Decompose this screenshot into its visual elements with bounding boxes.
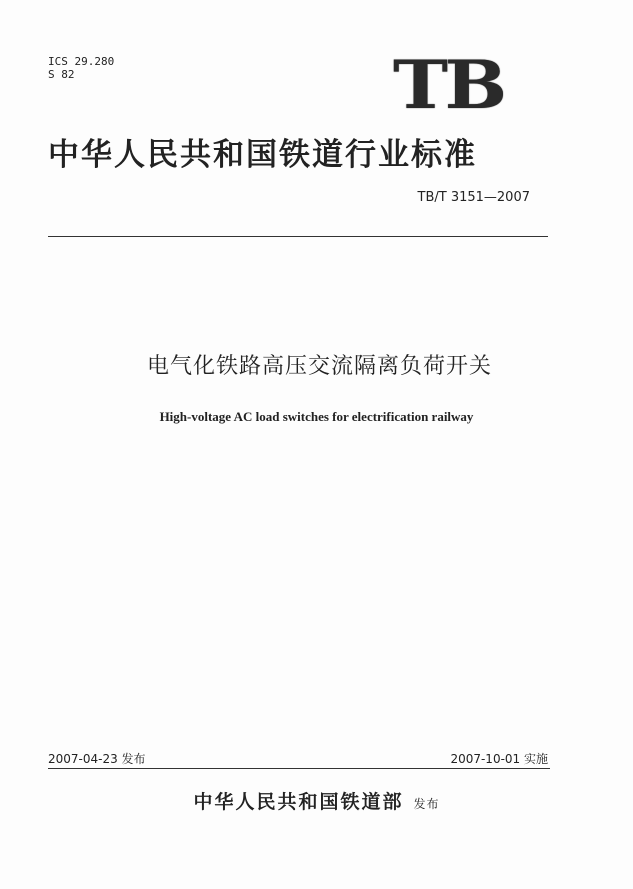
header-divider — [48, 236, 548, 237]
classification-code: S 82 — [48, 68, 75, 81]
issuer — [0, 787, 633, 814]
issue-date: 2007-04-23 发布 — [48, 752, 146, 766]
document-title-zh: 电气化铁路高压交流隔离负荷开关 — [146, 354, 492, 379]
issuer-name: 中华人民共和国铁道部 — [193, 791, 404, 813]
footer-divider — [48, 768, 550, 769]
ics-code: ICS 29.280 — [48, 55, 115, 68]
implementation-date: 2007-10-01 实施 — [450, 752, 548, 766]
document-title-en: High-voltage AC load switches for electrification railway — [159, 409, 474, 424]
ics-classification — [48, 55, 114, 81]
tb-logo: TB — [393, 46, 504, 124]
standard-title: 中华人民共和国铁道行业标准 — [48, 137, 477, 173]
standard-code: TB/T 3151—2007 — [417, 190, 530, 205]
issuer-suffix: 发布 — [413, 797, 440, 811]
